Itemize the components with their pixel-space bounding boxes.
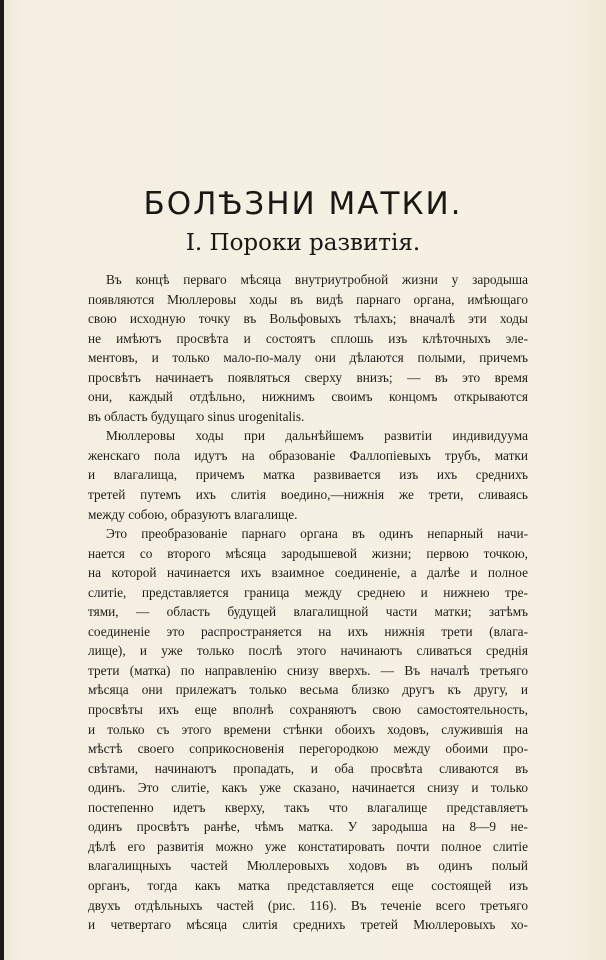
text-line: одинъ. Это слитіе, какъ уже сказано, начинается снизу и только (88, 780, 528, 796)
text-line: свою исходную точку въ Вольфовыхъ тѣлахъ; вначалѣ эти ходы (88, 311, 528, 327)
text-line: Въ концѣ перваго мѣсяца внутриутробной жизни у зародыша (106, 272, 528, 287)
text-line: тями, — область будущей влагалищной части матки; затѣмъ (88, 604, 528, 620)
text-line: лище), и уже только послѣ этого начинаютъ сливаться среднія (88, 643, 528, 659)
text-line: слитіе, представляется граница между среднею и нижнею тре- (88, 584, 528, 600)
text-line: одинъ просвѣтъ ранѣе, чѣмъ матка. У зародыша на 8—9 не- (88, 819, 528, 835)
text-line: и влагалища, причемъ матка развивается изъ ихъ среднихъ (88, 467, 528, 483)
text-line: дѣлѣ его развитія можно уже констатировать почти полное слитіе (88, 838, 528, 854)
text-line: на которой начинается ихъ взаимное соединеніе, а далѣе и полное (88, 565, 528, 581)
text-line: просвѣтъ начинаетъ появляться сверху внизъ; — въ это время (88, 369, 528, 385)
text-line: Мюллеровы ходы при дальнѣйшемъ развитіи индивидуума (106, 428, 528, 444)
text-line: они, каждый отдѣльно, нижнимъ своимъ концомъ открываются (88, 389, 528, 405)
text-line: въ область будущаго sinus urogenitalis. (88, 408, 305, 424)
text-line: ментовъ, и только мало-по-малу они дѣлаются полыми, причемъ (88, 350, 528, 366)
text-line: и четвертаго мѣсяца слитія среднихъ третей Мюллеровыхъ хо- (88, 917, 528, 933)
text-line: нается со второго мѣсяца зародышевой жизни; первою точкою, (88, 545, 528, 561)
text-line: женскаго пола идутъ на образованіе Фаллопіевыхъ трубъ, матки (88, 447, 528, 463)
text-line: Это преобразованіе парнаго органа въ одинъ непарный начи- (106, 526, 528, 542)
text-line: влагалищныхъ частей Мюллеровыхъ ходовъ въ одинъ полый (88, 858, 528, 874)
text-line: двухъ отдѣльныхъ частей (рис. 116). Въ теченіе всего третьяго (88, 897, 528, 913)
text-line: третей путемъ ихъ слитія воедино,—нижнія же трети, сливаясь (88, 487, 528, 503)
text-line: органъ, тогда какъ матка представляется еще состоящей изъ (88, 877, 528, 893)
text-line: между собою, образуютъ влагалище. (88, 506, 298, 522)
text-line: мѣстѣ своего соприкосновенія перегородкою между обоими про- (88, 741, 528, 757)
chapter-title: БОЛѢЗНИ МАТКИ. (143, 186, 463, 222)
text-line: появляются Мюллеровы ходы въ видѣ парнаго органа, имѣющаго (88, 291, 528, 307)
text-line: мѣсяца они прилежатъ только весьма близко другъ къ другу, и (88, 682, 528, 698)
text-line: просвѣты ихъ еще вполнѣ сохраняютъ свою самостоятельность, (88, 702, 528, 718)
page-binding-edge (0, 0, 4, 960)
section-title: I. Пороки развитія. (185, 230, 421, 256)
text-line: свѣтами, начинаютъ пропадать, и оба просвѣта сливаются въ (88, 760, 528, 776)
text-line: и только съ этого времени стѣнки обоихъ ходовъ, служившія на (88, 721, 528, 737)
text-line: постепенно идетъ кверху, такъ что влагалище представляетъ (88, 799, 528, 815)
text-line: соединеніе это распространяется на ихъ нижнія трети (влага- (88, 623, 528, 639)
body-text (88, 270, 528, 935)
text-line: не имѣютъ просвѣта и состоятъ сплошь изъ клѣточныхъ эле- (88, 330, 528, 346)
text-line: трети (матка) по направленію снизу вверхъ. — Въ началѣ третьяго (88, 662, 528, 678)
